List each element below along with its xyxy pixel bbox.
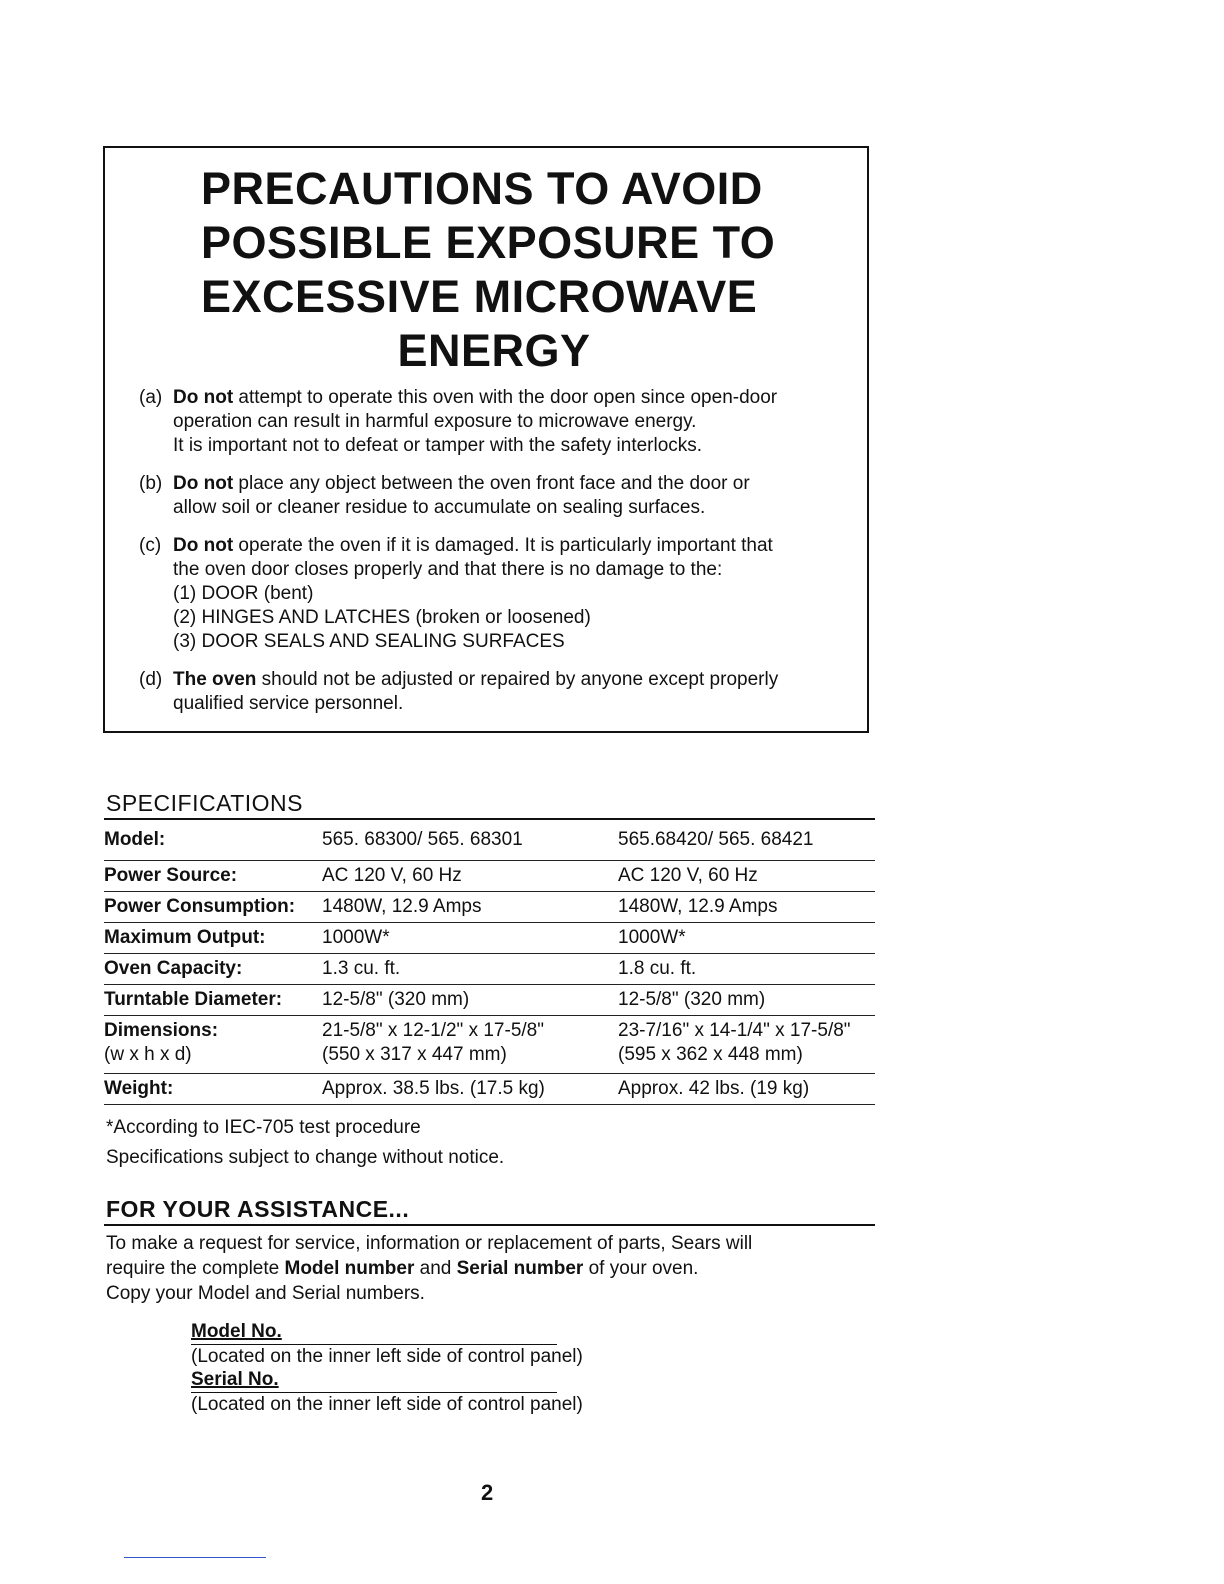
spec-value: 23-7/16" x 14-1/4" x 17-5/8": [618, 1020, 851, 1041]
item-text: operation can result in harmful exposure to microwave energy.: [173, 411, 697, 432]
item-text: should not be adjusted or repaired by anyone except properly: [256, 669, 779, 690]
item-tag: (c): [139, 535, 162, 556]
spec-label: Maximum Output:: [104, 923, 322, 954]
spec-label: Dimensions:: [104, 1020, 219, 1041]
precaution-item-b: [139, 472, 859, 520]
table-row: [104, 819, 875, 861]
item-emphasis: Do not: [173, 535, 234, 556]
precaution-item-c: [139, 534, 859, 654]
table-row: [104, 954, 875, 985]
spec-label: Power Consumption:: [104, 892, 322, 923]
divider: [104, 1224, 875, 1226]
spec-value: 1.8 cu. ft.: [618, 954, 875, 985]
spec-label: Weight:: [104, 1074, 322, 1105]
spec-value: (595 x 362 x 448 mm): [618, 1044, 803, 1065]
spec-value: (550 x 317 x 447 mm): [322, 1044, 507, 1065]
item-tag: (a): [139, 387, 163, 408]
spec-value: 1000W*: [322, 923, 618, 954]
item-text: the oven door closes properly and that there is no damage to the:: [173, 559, 723, 580]
spec-sublabel: (w x h x d): [104, 1044, 192, 1065]
specifications-table: [104, 818, 875, 1105]
item-emphasis: Do not: [173, 387, 234, 408]
spec-value: Approx. 42 lbs. (19 kg): [618, 1074, 875, 1105]
assistance-text: [106, 1231, 752, 1306]
page-number: 2: [481, 1480, 494, 1505]
item-text: operate the oven if it is damaged. It is particularly important that: [233, 535, 773, 556]
item-tag: (b): [139, 473, 163, 494]
spec-value: 12-5/8" (320 mm): [618, 985, 875, 1016]
table-row: [104, 892, 875, 923]
emphasis: Model number: [284, 1258, 415, 1279]
spec-label: Oven Capacity:: [104, 954, 322, 985]
spec-value: AC 120 V, 60 Hz: [322, 861, 618, 892]
paragraph-line: To make a request for service, information or replacement of parts, Sears will: [106, 1233, 753, 1254]
item-text: (1) DOOR (bent): [173, 583, 314, 604]
title-line: PRECAUTIONS TO AVOID: [201, 163, 763, 214]
model-number-field: [191, 1320, 583, 1369]
title-line: EXCESSIVE MICROWAVE: [201, 271, 758, 322]
precaution-item-d: [139, 668, 859, 716]
precaution-item-a: [139, 386, 859, 458]
model-number-label: Model No.: [191, 1320, 557, 1345]
spec-value: 1000W*: [618, 923, 875, 954]
emphasis: Serial number: [456, 1258, 584, 1279]
precaution-list: [139, 386, 859, 730]
table-row: [104, 1074, 875, 1105]
item-text: (3) DOOR SEALS AND SEALING SURFACES: [173, 631, 565, 652]
specification-notes: [106, 1113, 504, 1173]
table-row: [104, 1016, 875, 1074]
paragraph-text: of your oven.: [583, 1258, 699, 1279]
precautions-title: [201, 162, 801, 378]
table-row: [104, 923, 875, 954]
spec-value: 565. 68300/ 565. 68301: [322, 819, 618, 861]
spec-label: Turntable Diameter:: [104, 985, 322, 1016]
item-text: place any object between the oven front face and the door or: [233, 473, 750, 494]
item-text: attempt to operate this oven with the door open since open-door: [233, 387, 778, 408]
serial-number-label: Serial No.: [191, 1368, 557, 1393]
spec-value: 21-5/8" x 12-1/2" x 17-5/8": [322, 1020, 544, 1041]
item-tag: (d): [139, 669, 163, 690]
item-text: qualified service personnel.: [173, 693, 404, 714]
title-line: ENERGY: [397, 325, 591, 376]
serial-number-field: [191, 1368, 583, 1417]
item-text: It is important not to defeat or tamper with the safety interlocks.: [173, 435, 703, 456]
paragraph-text: require the complete: [106, 1258, 285, 1279]
item-text: (2) HINGES AND LATCHES (broken or loosened): [173, 607, 591, 628]
paragraph-line: Copy your Model and Serial numbers.: [106, 1283, 425, 1304]
spec-label: Power Source:: [104, 861, 322, 892]
serial-number-note: (Located on the inner left side of control panel): [191, 1394, 583, 1415]
table-row: [104, 861, 875, 892]
spec-value: 1480W, 12.9 Amps: [322, 892, 618, 923]
item-emphasis: Do not: [173, 473, 234, 494]
item-text: allow soil or cleaner residue to accumulate on sealing surfaces.: [173, 497, 706, 518]
item-emphasis: The oven: [173, 669, 257, 690]
model-number-note: (Located on the inner left side of control panel): [191, 1346, 583, 1367]
precautions-box: [103, 146, 869, 733]
divider: [124, 1557, 266, 1558]
paragraph-text: and: [414, 1258, 457, 1279]
footnote: Specifications subject to change without notice.: [106, 1147, 505, 1168]
specifications-heading: SPECIFICATIONS: [106, 790, 303, 816]
title-line: POSSIBLE EXPOSURE TO: [201, 217, 776, 268]
spec-value: AC 120 V, 60 Hz: [618, 861, 875, 892]
spec-value: 565.68420/ 565. 68421: [618, 819, 875, 861]
footnote: *According to IEC-705 test procedure: [106, 1117, 421, 1138]
spec-value: 12-5/8" (320 mm): [322, 985, 618, 1016]
table-row: [104, 985, 875, 1016]
assistance-heading: FOR YOUR ASSISTANCE...: [106, 1196, 410, 1222]
spec-label: Model:: [104, 819, 322, 861]
spec-value: 1.3 cu. ft.: [322, 954, 618, 985]
spec-value: Approx. 38.5 lbs. (17.5 kg): [322, 1074, 618, 1105]
spec-value: 1480W, 12.9 Amps: [618, 892, 875, 923]
